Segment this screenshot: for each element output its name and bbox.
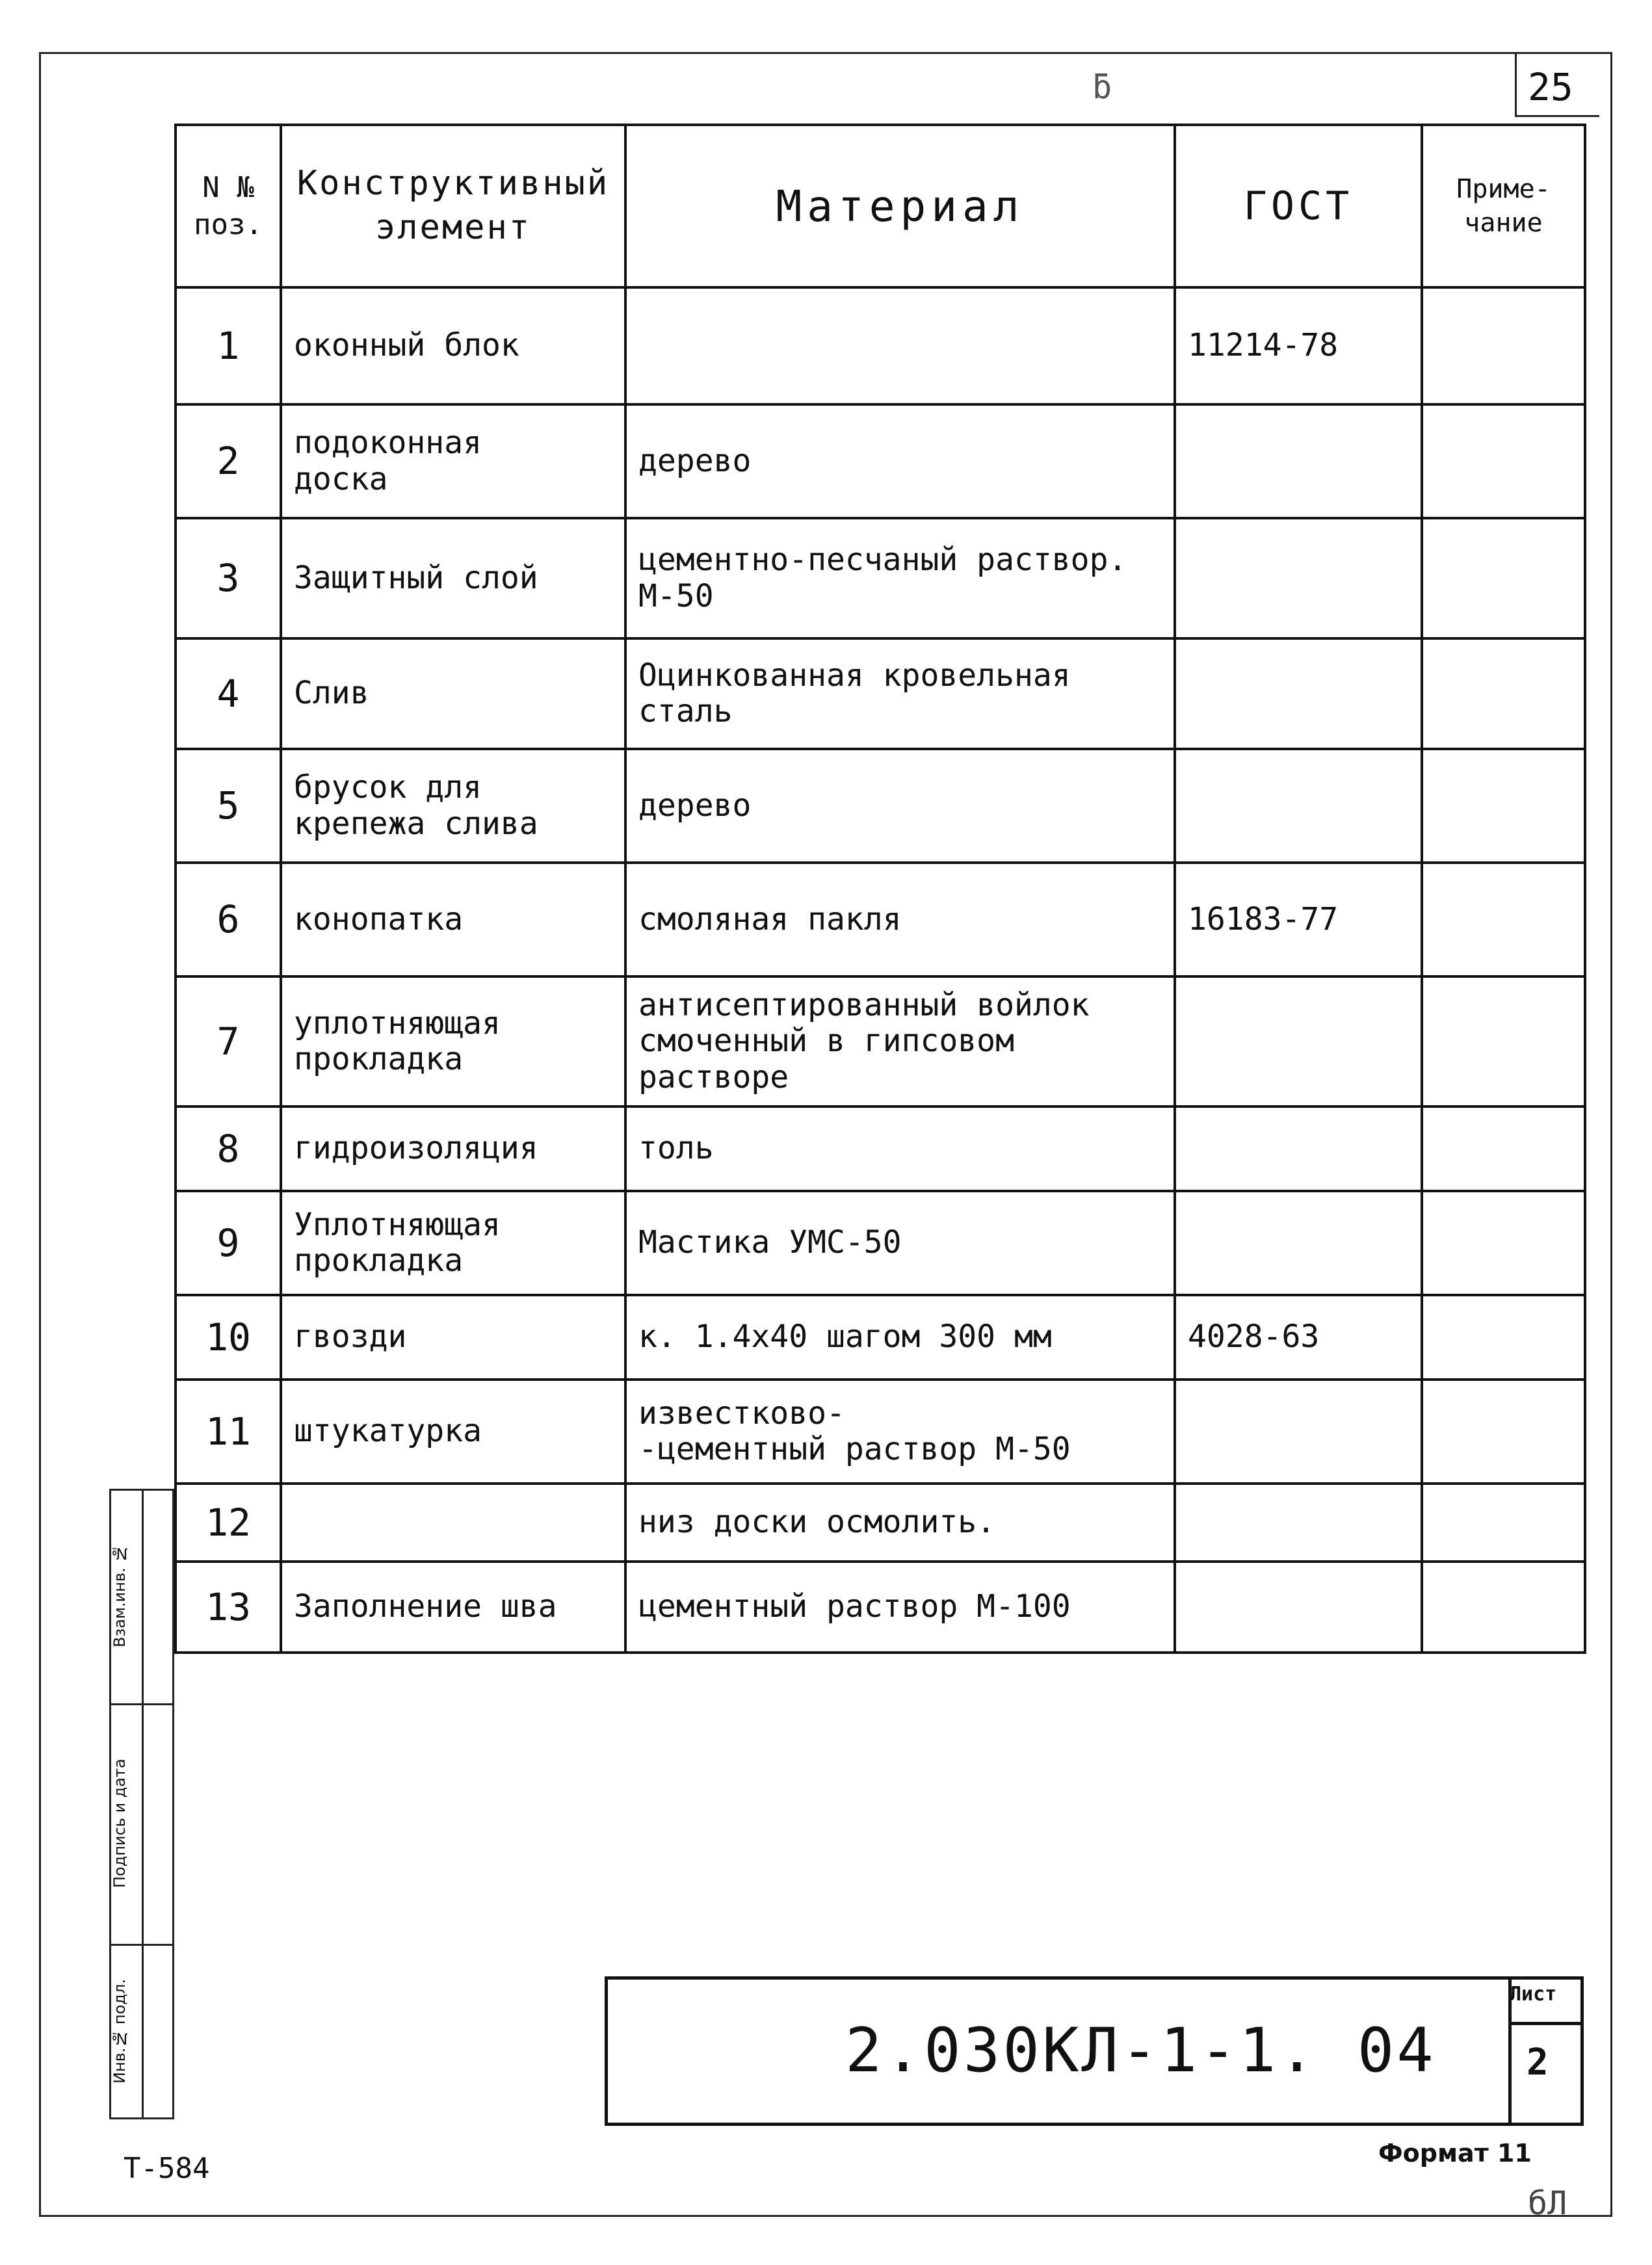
cell-material: дерево (625, 404, 1175, 518)
format-label: Формат 11 (1378, 2139, 1532, 2167)
cell-pos: 9 (176, 1191, 281, 1295)
cell-note (1422, 1484, 1585, 1562)
header-material-text: Материал (776, 181, 1025, 231)
document-designation: 2.030КЛ-1-1. 04 (845, 2015, 1436, 2086)
cell-gost (1175, 638, 1422, 749)
cell-note (1422, 518, 1585, 638)
cell-pos: 10 (176, 1295, 281, 1380)
header-note (1422, 125, 1585, 287)
table-row (176, 1106, 1585, 1191)
inventory-code: Т-584 (124, 2152, 210, 2185)
specification-table (174, 124, 1586, 1654)
cell-material: цементный раствор М-100 (625, 1562, 1175, 1653)
cell-pos: 8 (176, 1106, 281, 1191)
sheet-number: 25 (1528, 65, 1573, 109)
cell-element: брусок для крепежа слива (281, 749, 625, 863)
cell-material: толь (625, 1106, 1175, 1191)
header-note-text: Приме- чание (1456, 174, 1551, 238)
side-label-replacement-inv: Взам.инв. № (111, 1544, 129, 1648)
cell-material: к. 1.4х40 шагом 300 мм (625, 1295, 1175, 1380)
cell-material: смоляная пакля (625, 863, 1175, 976)
cell-material: известково- -цементный раствор М-50 (625, 1380, 1175, 1484)
cell-gost (1175, 749, 1422, 863)
cell-gost: 11214-78 (1175, 287, 1422, 404)
cell-element: гидроизоляция (281, 1106, 625, 1191)
cell-gost (1175, 404, 1422, 518)
side-label-signature-date: Подпись и дата (111, 1759, 129, 1889)
table-row (176, 1191, 1585, 1295)
cell-element: Заполнение шва (281, 1562, 625, 1653)
cell-element: оконный блок (281, 287, 625, 404)
cell-note (1422, 1562, 1585, 1653)
header-element (281, 125, 625, 287)
cell-pos: 3 (176, 518, 281, 638)
side-strip-row-divider (109, 1944, 174, 1946)
cell-gost (1175, 1562, 1422, 1653)
corner-mark: бЛ (1528, 2184, 1567, 2222)
cell-gost (1175, 518, 1422, 638)
header-gost-text: ГОСТ (1243, 183, 1354, 229)
cell-note (1422, 1191, 1585, 1295)
cell-element: подоконная доска (281, 404, 625, 518)
cell-gost (1175, 976, 1422, 1106)
table-row (176, 1380, 1585, 1484)
cell-element: Слив (281, 638, 625, 749)
cell-element: уплотняющая прокладка (281, 976, 625, 1106)
sheet-value: 2 (1527, 2041, 1549, 2084)
cell-note (1422, 638, 1585, 749)
table-row (176, 638, 1585, 749)
cell-gost: 16183-77 (1175, 863, 1422, 976)
cell-gost (1175, 1106, 1422, 1191)
cell-pos: 12 (176, 1484, 281, 1562)
cell-element: штукатурка (281, 1380, 625, 1484)
cell-gost (1175, 1484, 1422, 1562)
sheet-label: Лист (1510, 1983, 1557, 2006)
table-row (176, 1295, 1585, 1380)
cell-element: Уплотняющая прокладка (281, 1191, 625, 1295)
table-row (176, 518, 1585, 638)
side-strip-row-divider (109, 1703, 174, 1705)
sheet-cell-divider (1508, 2022, 1584, 2025)
cell-material: Оцинкованная кровельная сталь (625, 638, 1175, 749)
table-row (176, 404, 1585, 518)
cell-element: конопатка (281, 863, 625, 976)
cell-material: дерево (625, 749, 1175, 863)
stray-mark: ƃ (1092, 68, 1112, 106)
cell-material: низ доски осмолить. (625, 1484, 1175, 1562)
cell-pos: 13 (176, 1562, 281, 1653)
cell-note (1422, 1380, 1585, 1484)
cell-pos: 6 (176, 863, 281, 976)
cell-gost: 4028-63 (1175, 1295, 1422, 1380)
cell-pos: 7 (176, 976, 281, 1106)
header-element-text: Конструктивный элемент (296, 164, 610, 247)
cell-gost (1175, 1380, 1422, 1484)
cell-note (1422, 976, 1585, 1106)
cell-material: Мастика УМС-50 (625, 1191, 1175, 1295)
cell-note (1422, 1295, 1585, 1380)
cell-material: цементно-песчаный раствор. М-50 (625, 518, 1175, 638)
cell-pos: 5 (176, 749, 281, 863)
table-row (176, 1484, 1585, 1562)
cell-note (1422, 863, 1585, 976)
cell-material: антисептированный войлок смоченный в гипсовом растворе (625, 976, 1175, 1106)
side-label-original-inv: Инв.№ подл. (111, 1979, 129, 2084)
cell-pos: 11 (176, 1380, 281, 1484)
table-row (176, 976, 1585, 1106)
table-header-row (176, 125, 1585, 287)
cell-pos: 4 (176, 638, 281, 749)
table-row (176, 749, 1585, 863)
cell-material (625, 287, 1175, 404)
header-material (625, 125, 1175, 287)
header-gost (1175, 125, 1422, 287)
cell-gost (1175, 1191, 1422, 1295)
cell-note (1422, 287, 1585, 404)
header-pos-text: N № поз. (194, 170, 263, 241)
table-row (176, 863, 1585, 976)
cell-pos: 1 (176, 287, 281, 404)
cell-element (281, 1484, 625, 1562)
table-row (176, 287, 1585, 404)
cell-element: Защитный слой (281, 518, 625, 638)
cell-note (1422, 749, 1585, 863)
header-pos (176, 125, 281, 287)
table-row (176, 1562, 1585, 1653)
cell-note (1422, 1106, 1585, 1191)
cell-pos: 2 (176, 404, 281, 518)
side-strip-divider (142, 1489, 144, 2119)
cell-element: гвозди (281, 1295, 625, 1380)
cell-note (1422, 404, 1585, 518)
